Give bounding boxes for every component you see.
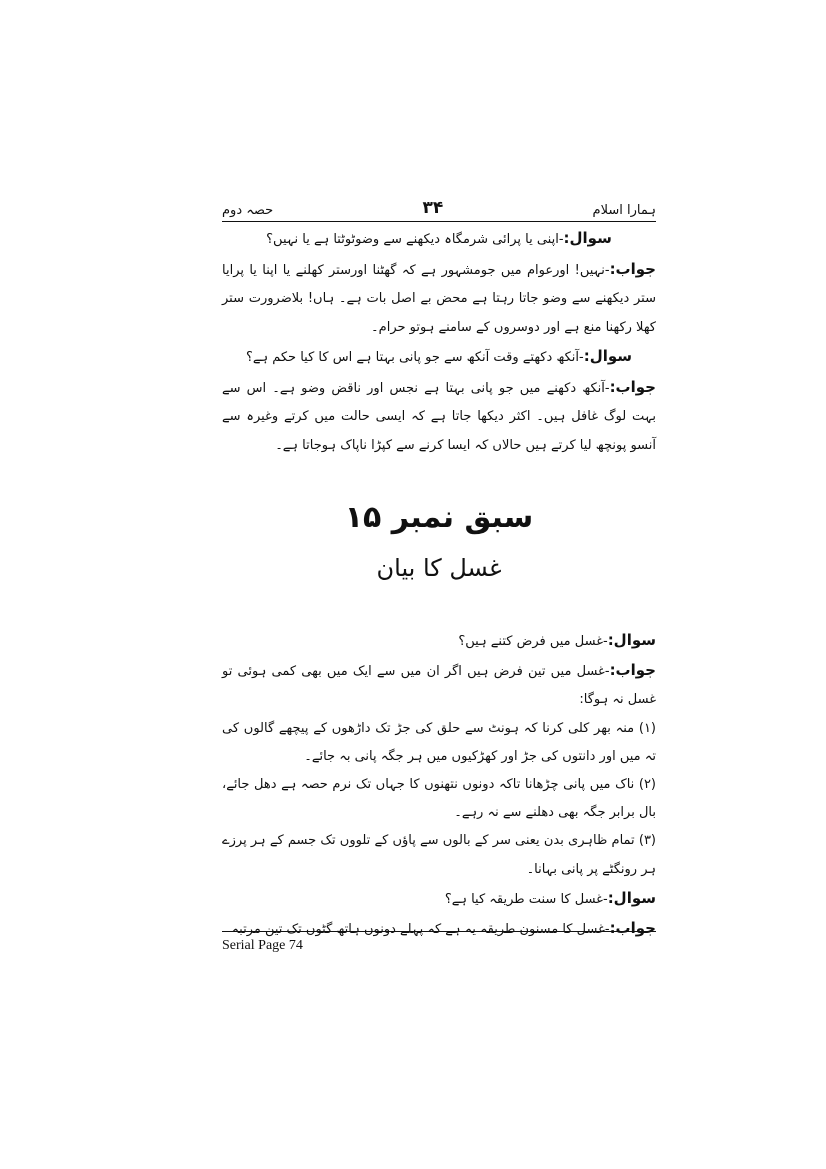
volume-label: حصہ دوم bbox=[222, 203, 274, 218]
answer-1 bbox=[222, 255, 656, 343]
question-1 bbox=[222, 224, 656, 255]
question-label: سوال: bbox=[607, 631, 656, 649]
question-text: -غسل میں فرض کتنے ہیں؟ bbox=[458, 634, 608, 649]
question-text: -آنکھ دکھتے وقت آنکھ سے جو پانی بہتا ہے اس کا کیا حکم ہے؟ bbox=[245, 350, 584, 365]
answer-text: -نہیں! اورعوام میں جومشہور ہے کہ گھٹنا اورستر کھلنے یا اپنا یا پرایا ستر دیکھنے سے وضو جاتا رہتا ہے محض بے اصل بات ہے۔ ہاں! بلاضرورت ستر کھلا رکھنا منع ہے اور دوسروں کے سامنے ہوتو حرام۔ bbox=[222, 262, 656, 335]
page-header bbox=[222, 196, 656, 218]
question-text: -اپنی یا پرائی شرمگاہ دیکھنے سے وضوٹوٹتا ہے یا نہیں؟ bbox=[266, 232, 564, 247]
book-title: ہمارا اسلام bbox=[592, 203, 656, 218]
question-4 bbox=[222, 884, 656, 914]
question-label: سوال: bbox=[563, 229, 612, 247]
footer-rule bbox=[222, 931, 656, 932]
lesson-subtitle: غسل کا بیان bbox=[376, 554, 502, 582]
answer-3 bbox=[222, 656, 656, 714]
lesson-title: سبق نمبر ۱۵ bbox=[344, 500, 534, 535]
answer-label: جواب: bbox=[609, 377, 656, 396]
answer-text: -آنکھ دکھنے میں جو پانی بہتا ہے نجس اور ناقض وضو ہے۔ اس سے بہت لوگ غافل ہیں۔ اکثر دیکھا جاتا ہے کہ ایسی حالت میں کرتے وغیرہ سے آنسو پونچھ لیا کرتے ہیں حالاں کہ ایسا کرنے سے کپڑا ناپاک ہوجاتا ہے۔ bbox=[222, 380, 656, 453]
question-text: -غسل کا سنت طریقہ کیا ہے؟ bbox=[444, 891, 608, 907]
page-number: ۳۴ bbox=[422, 198, 444, 218]
answer-2 bbox=[222, 373, 656, 461]
answer-text: -غسل کا مسنون طریقہ یہ ہے کہ پہلے دونوں ہاتھ گٹوں تک تین مرتبہ bbox=[231, 922, 610, 938]
answer-label: جواب: bbox=[609, 259, 656, 278]
answer-3-item-2: (۲) ناک میں پانی چڑھانا تاکہ دونوں نتھنوں کا جہاں تک نرم حصہ ہے دھل جائے، بال برابر جگہ بھی دھلنے سے نہ رہے۔ bbox=[222, 777, 656, 821]
qa-section-top bbox=[222, 224, 656, 460]
answer-label: جواب: bbox=[609, 661, 656, 680]
answer-label: جواب: bbox=[609, 919, 656, 938]
question-3 bbox=[222, 626, 656, 656]
answer-3-item-1: (۱) منہ بھر کلی کرنا کہ ہونٹ سے حلق کی جڑ تک داڑھوں کے پیچھے گالوں کی تہ میں اور دانتوں کی جڑ اور کھڑکیوں میں ہر جگہ پانی بہ جائے۔ bbox=[222, 720, 656, 764]
serial-page-label: Serial Page 74 bbox=[222, 938, 303, 953]
question-label: سوال: bbox=[583, 347, 633, 365]
question-2 bbox=[222, 342, 656, 373]
question-label: سوال: bbox=[607, 888, 656, 907]
qa-section-bottom bbox=[222, 626, 656, 944]
answer-text: -غسل میں تین فرض ہیں اگر ان میں سے ایک میں بھی کمی ہوئی تو غسل نہ ہوگا: bbox=[222, 664, 656, 708]
header-rule bbox=[222, 221, 656, 222]
answer-3-item-3: (۳) تمام ظاہری بدن یعنی سر کے بالوں سے پاؤں کے تلووں تک جسم کے ہر پرزے ہر رونگٹے پر پانی بہانا۔ bbox=[222, 833, 656, 877]
